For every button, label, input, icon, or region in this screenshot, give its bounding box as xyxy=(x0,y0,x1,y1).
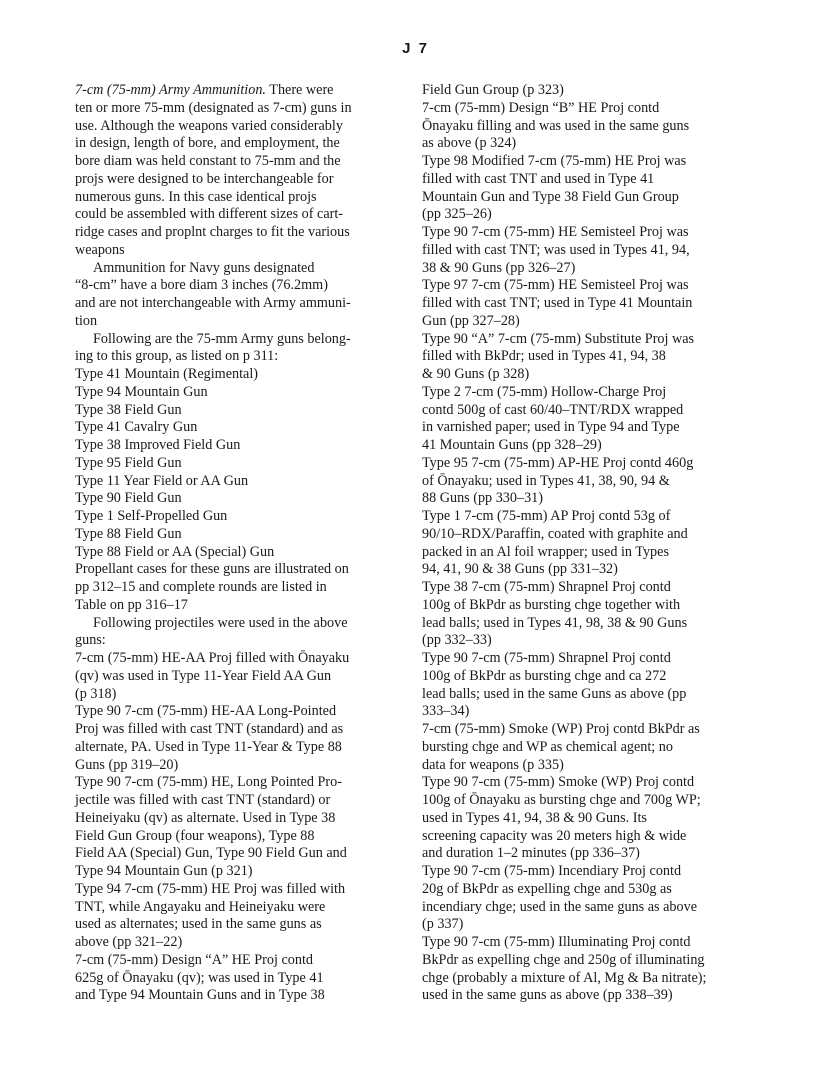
text-line: 88 Guns (pp 330–31) xyxy=(422,490,543,507)
text-line: used as alternates; used in the same guns as xyxy=(75,916,322,933)
text-line: incendiary chge; used in the same guns as above xyxy=(422,898,697,915)
gun-list-item: Type 95 Field Gun xyxy=(75,454,182,471)
text-line: 100g of Ōnayaku as bursting chge and 700g WP; xyxy=(422,792,701,808)
text-line: Field AA (Special) Gun, Type 90 Field Gun and xyxy=(75,845,347,862)
text-line: use. Although the weapons varied considerably xyxy=(75,117,343,134)
paragraph-start: Following projectiles were used in the above xyxy=(93,614,348,631)
text-line: screening capacity was 20 meters high & wide xyxy=(422,827,687,844)
text-line: 90/10–RDX/Paraffin, coated with graphite and xyxy=(422,525,688,542)
text-line: tion xyxy=(75,312,98,329)
text-line: alternate, PA. Used in Type 11-Year & Type 88 xyxy=(75,738,342,755)
text-line: 100g of BkPdr as bursting chge together with xyxy=(422,596,681,613)
text-line: filled with cast TNT; used in Type 41 Mountain xyxy=(422,295,693,311)
text-line: “8-cm” have a bore diam 3 inches (76.2mm) xyxy=(75,277,328,294)
text-line: filled with cast TNT and used in Type 41 xyxy=(422,170,655,187)
text-line-continuation: There were xyxy=(265,82,334,98)
text-line: (pp 325–26) xyxy=(422,206,492,223)
text-line: 625g of Ōnayaku (qv); was used in Type 41 xyxy=(75,969,324,986)
text-line: (pp 332–33) xyxy=(422,632,492,649)
text-line: filled with cast TNT; was used in Types 41, 94, xyxy=(422,241,690,258)
text-line: BkPdr as expelling chge and 250g of illuminating xyxy=(422,951,705,968)
text-line: Type 98 Modified 7-cm (75-mm) HE Proj was xyxy=(422,153,687,169)
text-line: 7-cm (75-mm) Smoke (WP) Proj contd BkPdr as xyxy=(422,721,700,737)
text-line: Field Gun Group (p 323) xyxy=(422,82,564,98)
text-line: 333–34) xyxy=(422,703,470,720)
text-line: Guns (pp 319–20) xyxy=(75,756,179,773)
text-line: Type 90 “A” 7-cm (75-mm) Substitute Proj was xyxy=(422,330,695,347)
text-line: Table on pp 316–17 xyxy=(75,596,188,613)
text-line: (p 318) xyxy=(75,685,117,702)
text-line: TNT, while Angayaku and Heineiyaku were xyxy=(75,898,326,915)
text-line: 41 Mountain Guns (pp 328–29) xyxy=(422,437,602,453)
text-line: used in Types 41, 94, 38 & 90 Guns. Its xyxy=(422,809,647,826)
gun-list-item: Type 90 Field Gun xyxy=(75,490,182,507)
text-line: bore diam was held constant to 75-mm and the xyxy=(75,153,341,169)
text-line: chge (probably a mixture of Al, Mg & Ba nitrate); xyxy=(422,969,707,986)
right-column xyxy=(422,82,742,1005)
text-line: lead balls; used in Types 41, 98, 38 & 90 Guns xyxy=(422,614,688,631)
text-line: ing to this group, as listed on p 311: xyxy=(75,348,279,365)
left-column xyxy=(75,82,385,1005)
gun-list-item: Type 88 Field Gun xyxy=(75,525,182,542)
text-line: Type 94 Mountain Gun (p 321) xyxy=(75,863,253,879)
text-line: Mountain Gun and Type 38 Field Gun Group xyxy=(422,188,679,205)
paragraph-start: Ammunition for Navy guns designated xyxy=(93,259,315,276)
gun-list-item: Type 41 Cavalry Gun xyxy=(75,419,198,436)
text-line: jectile was filled with cast TNT (standard) or xyxy=(75,792,331,808)
text-line: Type 95 7-cm (75-mm) AP-HE Proj contd 460g xyxy=(422,454,694,471)
text-line: Type 90 7-cm (75-mm) HE-AA Long-Pointed xyxy=(75,703,337,720)
text-line: lead balls; used in the same Guns as above (pp xyxy=(422,685,687,702)
text-line: pp 312–15 and complete rounds are listed in xyxy=(75,579,327,595)
text-line: 94, 41, 90 & 38 Guns (pp 331–32) xyxy=(422,561,618,578)
text-line: numerous guns. In this case identical projs xyxy=(75,188,317,205)
gun-list-item: Type 38 Field Gun xyxy=(75,401,182,418)
text-line: (p 337) xyxy=(422,916,464,933)
gun-list-item: Type 88 Field or AA (Special) Gun xyxy=(75,543,275,560)
text-line: could be assembled with different sizes of cart- xyxy=(75,206,344,223)
text-line: as above (p 324) xyxy=(422,135,517,152)
gun-list-item: Type 1 Self-Propelled Gun xyxy=(75,508,228,524)
text-line: Field Gun Group (four weapons), Type 88 xyxy=(75,827,315,844)
gun-list-item: Type 94 Mountain Gun xyxy=(75,383,208,400)
text-line: Type 90 7-cm (75-mm) Shrapnel Proj contd xyxy=(422,650,671,666)
text-line: above (pp 321–22) xyxy=(75,934,183,950)
text-line: ridge cases and proplnt charges to fit the various xyxy=(75,224,350,240)
text-line: Ōnayaku filling and was used in the same guns xyxy=(422,117,690,134)
text-line: & 90 Guns (p 328) xyxy=(422,366,530,382)
text-line: (qv) was used in Type 11-Year Field AA Gun xyxy=(75,667,332,684)
text-line: Type 90 7-cm (75-mm) HE, Long Pointed Pro- xyxy=(75,774,342,791)
text-line: bursting chge and WP as chemical agent; no xyxy=(422,738,673,755)
text-line: Type 90 7-cm (75-mm) Illuminating Proj contd xyxy=(422,934,691,950)
text-line: and are not interchangeable with Army ammuni- xyxy=(75,295,351,311)
gun-list-item: Type 38 Improved Field Gun xyxy=(75,437,241,453)
text-line: Type 90 7-cm (75-mm) Incendiary Proj contd xyxy=(422,863,682,879)
text-line: Propellant cases for these guns are illustrated on xyxy=(75,561,349,578)
text-line: Type 90 7-cm (75-mm) Smoke (WP) Proj contd xyxy=(422,774,695,791)
text-line xyxy=(75,82,385,100)
text-line: packed in an Al foil wrapper; used in Types xyxy=(422,543,669,560)
text-line: in design, length of bore, and employment, the xyxy=(75,135,340,152)
text-line: 20g of BkPdr as expelling chge and 530g as xyxy=(422,880,672,897)
text-line: data for weapons (p 335) xyxy=(422,756,564,773)
text-line: 7-cm (75-mm) Design “B” HE Proj contd xyxy=(422,99,660,116)
text-line: guns: xyxy=(75,632,106,649)
paragraph-start: Following are the 75-mm Army guns belong- xyxy=(93,330,351,347)
text-line: Heineiyaku (qv) as alternate. Used in Type 38 xyxy=(75,809,336,826)
page-header: J 7 xyxy=(402,40,429,57)
text-line: projs were designed to be interchangeable for xyxy=(75,170,334,187)
text-line: and Type 94 Mountain Guns and in Type 38 xyxy=(75,987,325,1004)
text-line: in varnished paper; used in Type 94 and Type xyxy=(422,419,680,436)
text-line: Gun (pp 327–28) xyxy=(422,312,520,329)
text-line: contd 500g of cast 60/40–TNT/RDX wrapped xyxy=(422,401,684,418)
text-line: Type 1 7-cm (75-mm) AP Proj contd 53g of xyxy=(422,508,671,524)
text-line: and duration 1–2 minutes (pp 336–37) xyxy=(422,845,640,862)
text-line: weapons xyxy=(75,241,125,258)
text-line: Proj was filled with cast TNT (standard) and as xyxy=(75,721,344,737)
text-line: of Ōnayaku; used in Types 41, 38, 90, 94 & xyxy=(422,472,670,489)
text-line: Type 38 7-cm (75-mm) Shrapnel Proj contd xyxy=(422,579,671,595)
text-line: filled with BkPdr; used in Types 41, 94, 38 xyxy=(422,348,666,365)
gun-list-item: Type 11 Year Field or AA Gun xyxy=(75,472,249,489)
text-line: Type 97 7-cm (75-mm) HE Semisteel Proj was xyxy=(422,277,689,294)
text-line: Type 94 7-cm (75-mm) HE Proj was filled with xyxy=(75,880,346,897)
text-line: Type 2 7-cm (75-mm) Hollow-Charge Proj xyxy=(422,383,667,400)
text-line: used in the same guns as above (pp 338–39) xyxy=(422,987,673,1004)
text-line: Type 90 7-cm (75-mm) HE Semisteel Proj was xyxy=(422,224,689,240)
gun-list-item: Type 41 Mountain (Regimental) xyxy=(75,366,259,382)
text-line: 38 & 90 Guns (pp 326–27) xyxy=(422,259,576,276)
text-line: ten or more 75-mm (designated as 7-cm) guns in xyxy=(75,99,352,116)
text-line: 7-cm (75-mm) HE-AA Proj filled with Ōnayaku xyxy=(75,650,350,666)
section-title: 7-cm (75-mm) Army Ammunition. xyxy=(75,82,266,98)
text-line: 100g of BkPdr as bursting chge and ca 272 xyxy=(422,667,667,684)
text-line: 7-cm (75-mm) Design “A” HE Proj contd xyxy=(75,951,313,968)
